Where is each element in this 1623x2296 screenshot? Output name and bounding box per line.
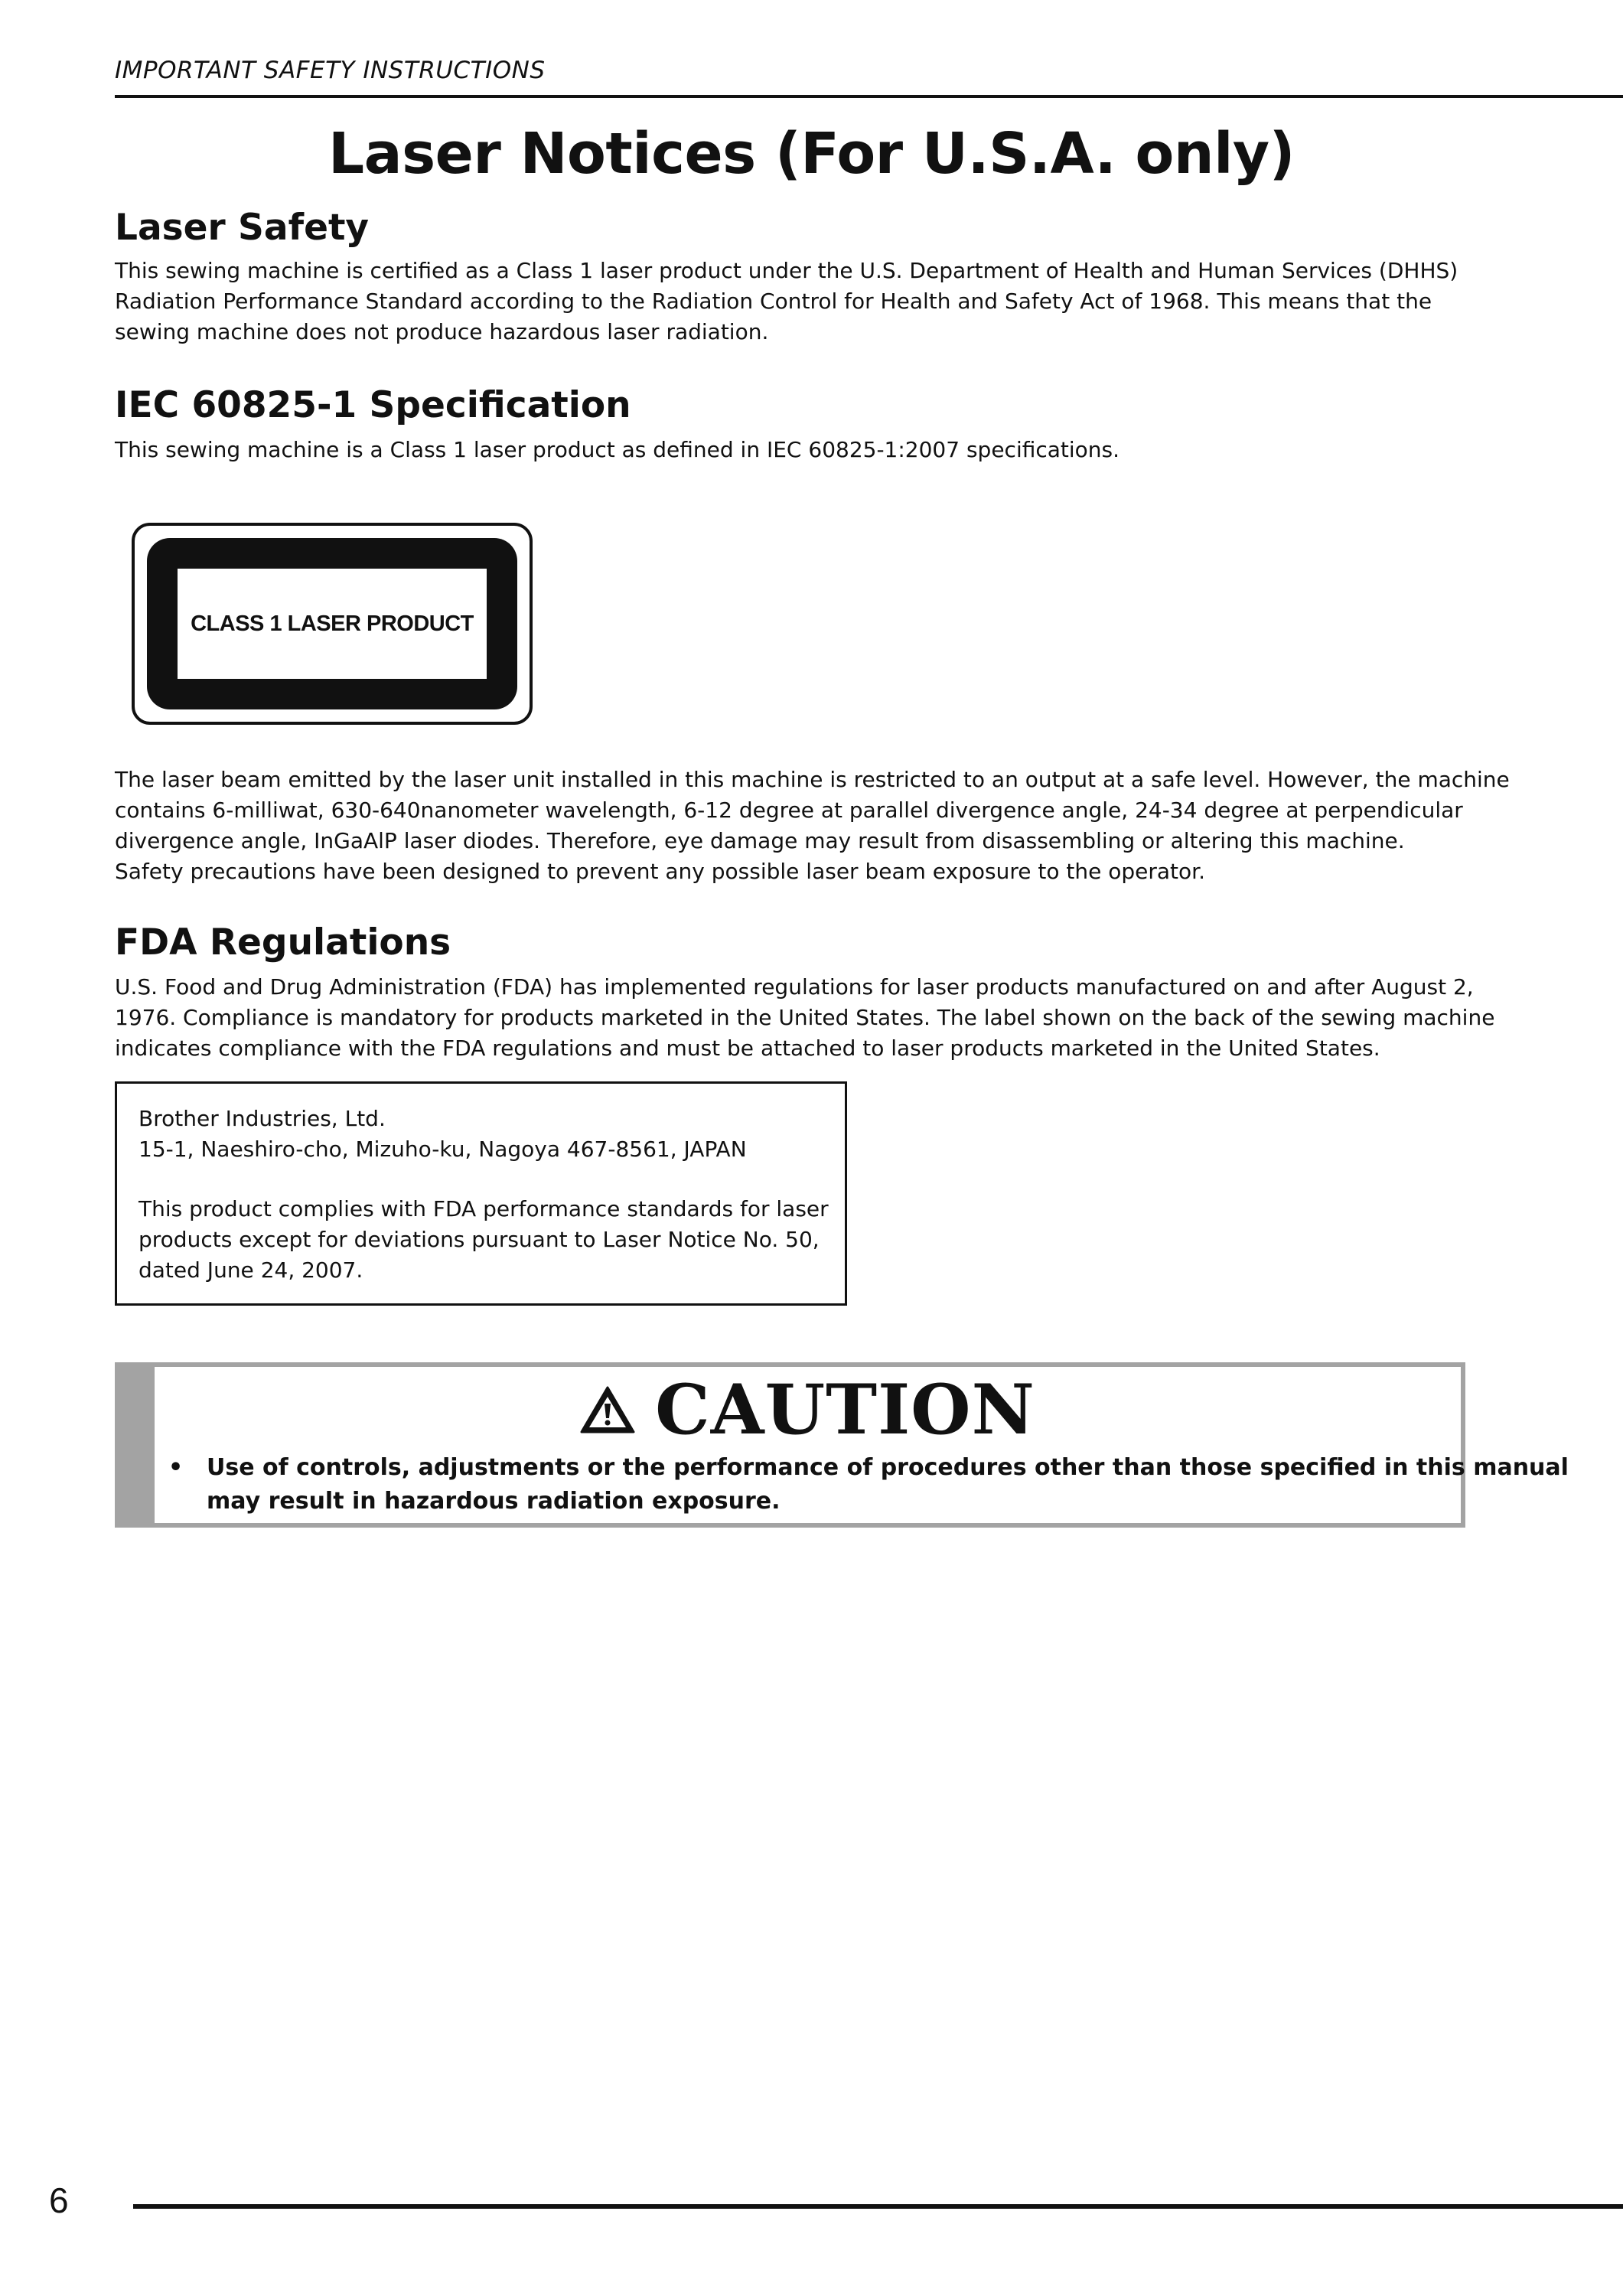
caution-panel [155,1367,1569,1523]
label-frame [147,538,517,709]
text-line: 15-1, Naeshiro-cho, Mizuho-ku, Nagoya 467-8561, JAPAN [139,1137,747,1162]
text-line: Brother Industries, Ltd. [139,1106,386,1131]
fda-compliance-label-box [115,1081,847,1306]
caution-title [155,1371,1461,1448]
text-line: Use of controls, adjustments or the performance of procedures other than those specified in this manual [207,1454,1569,1481]
caution-word: CAUTION [655,1369,1035,1450]
caution-text [207,1451,1569,1518]
text-line: Radiation Performance Standard according to the Radiation Control for Health and Safety Act of 1968. This means that the [115,289,1432,314]
running-header: IMPORTANT SAFETY INSTRUCTIONS [115,57,546,84]
iec-heading: IEC 60825-1 Specification [115,384,631,426]
label-text: CLASS 1 LASER PRODUCT [191,611,474,636]
text-line: This sewing machine is a Class 1 laser product as defined in IEC 60825-1:2007 specifications. [115,437,1120,462]
bullet: • [168,1454,184,1481]
text-line: Safety precautions have been designed to prevent any possible laser beam exposure to the operator. [115,859,1205,884]
fda-heading: FDA Regulations [115,921,451,964]
text-line: 1976. Compliance is mandatory for products marketed in the United States. The label shown on the back of the sewing machine [115,1005,1495,1030]
compliance-statement [139,1194,829,1286]
caution-box [115,1362,1569,1528]
text-line: contains 6-milliwat, 630-640nanometer wavelength, 6-12 degree at parallel divergence angle, 24-34 degree at perpendicular [115,797,1463,823]
text-line: sewing machine does not produce hazardous laser radiation. [115,319,769,344]
text-line: This sewing machine is certified as a Class 1 laser product under the U.S. Department of Health and Human Services (DHHS) [115,258,1458,283]
class-1-laser-label [132,523,533,725]
fda-paragraph [115,972,1592,1064]
text-line: U.S. Food and Drug Administration (FDA) has implemented regulations for laser products manufactured on and after August 2, [115,974,1474,1000]
header-rule [115,95,1623,98]
text-line: The laser beam emitted by the laser unit installed in this machine is restricted to an output at a safe level. However, the machine [115,767,1510,792]
text-line: dated June 24, 2007. [139,1257,363,1283]
text-line: indicates compliance with the FDA regulations and must be attached to laser products marketed in the United States. [115,1035,1380,1061]
text-line: This product complies with FDA performance standards for laser [139,1196,829,1221]
iec-paragraph [115,435,1592,465]
footer-rule [133,2204,1623,2209]
warning-triangle-icon [580,1385,635,1434]
laser-safety-paragraph [115,256,1592,347]
label-window [178,569,487,679]
text-line: divergence angle, InGaAlP laser diodes. Therefore, eye damage may result from disassembling or altering this machine. [115,828,1405,853]
page-title: Laser Notices (For U.S.A. only) [328,121,1295,187]
laser-safety-heading: Laser Safety [115,207,370,249]
page-number: 6 [49,2180,69,2220]
manufacturer-address [139,1104,747,1165]
text-line: may result in hazardous radiation exposure. [207,1488,781,1515]
text-line: products except for deviations pursuant to Laser Notice No. 50, [139,1227,820,1252]
laser-beam-paragraph [115,765,1592,887]
